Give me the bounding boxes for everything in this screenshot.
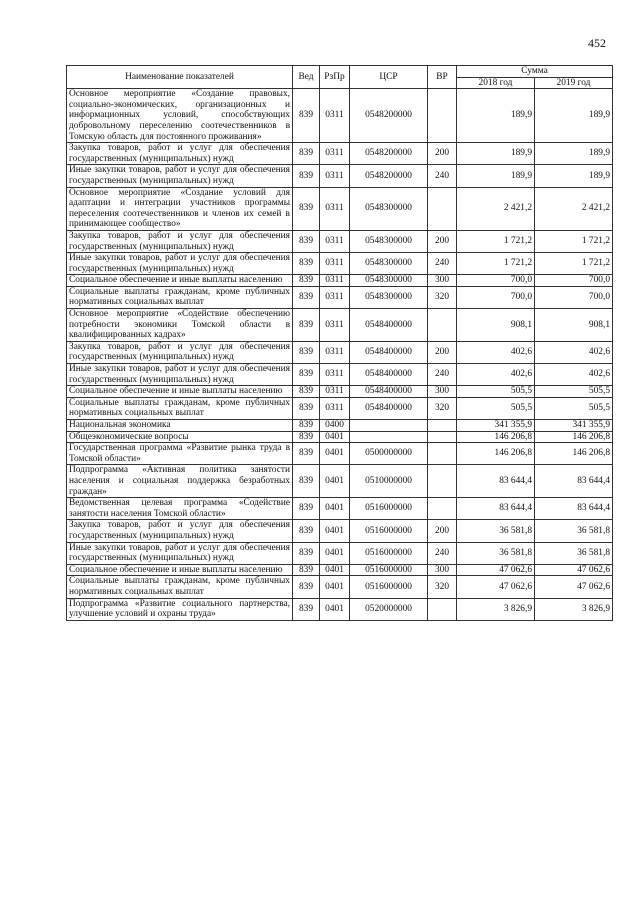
row-vr — [428, 598, 457, 620]
row-sum-2018: 36 581,8 — [457, 520, 535, 542]
table-row — [67, 309, 613, 342]
row-sum-2019: 341 355,9 — [535, 420, 613, 432]
row-csr: 0516000000 — [350, 564, 428, 576]
row-ved: 839 — [293, 431, 320, 443]
table-row — [67, 230, 613, 252]
row-name: Закупка товаров, работ и услуг для обеспечения государственных (муниципальных) нужд — [67, 341, 293, 363]
row-csr: 0548400000 — [350, 309, 428, 342]
row-rzpr: 0311 — [320, 364, 350, 386]
row-rzpr: 0401 — [320, 431, 350, 443]
table-row — [67, 165, 613, 187]
row-ved: 839 — [293, 420, 320, 432]
row-vr: 200 — [428, 520, 457, 542]
row-name: Социальные выплаты гражданам, кроме публичных нормативных социальных выплат — [67, 397, 293, 419]
row-sum-2018: 908,1 — [457, 309, 535, 342]
row-sum-2019: 700,0 — [535, 275, 613, 287]
row-ved: 839 — [293, 564, 320, 576]
row-sum-2018: 189,9 — [457, 89, 535, 143]
row-csr: 0548400000 — [350, 397, 428, 419]
row-name: Иные закупки товаров, работ и услуг для обеспечения государственных (муниципальных) нужд — [67, 165, 293, 187]
row-ved: 839 — [293, 576, 320, 598]
table-row — [67, 498, 613, 520]
row-rzpr: 0311 — [320, 275, 350, 287]
row-csr: 0510000000 — [350, 465, 428, 498]
row-name: Социальные выплаты гражданам, кроме публичных нормативных социальных выплат — [67, 576, 293, 598]
row-rzpr: 0311 — [320, 309, 350, 342]
table-row — [67, 89, 613, 143]
row-ved: 839 — [293, 465, 320, 498]
table-row — [67, 542, 613, 564]
row-vr — [428, 187, 457, 230]
row-ved: 839 — [293, 397, 320, 419]
row-ved: 839 — [293, 443, 320, 465]
row-sum-2019: 189,9 — [535, 143, 613, 165]
row-name: Основное мероприятие «Создание правовых, социально-экономических, организационных и информационных условий, способствующих добровольному переселению соотечественников в Томскую область для постоянного проживания» — [67, 89, 293, 143]
row-ved: 839 — [293, 309, 320, 342]
row-sum-2018: 1 721,2 — [457, 253, 535, 275]
row-vr: 320 — [428, 576, 457, 598]
row-name: Закупка товаров, работ и услуг для обеспечения государственных (муниципальных) нужд — [67, 143, 293, 165]
row-rzpr: 0311 — [320, 89, 350, 143]
row-vr — [428, 309, 457, 342]
row-csr: 0516000000 — [350, 576, 428, 598]
row-name: Социальное обеспечение и иные выплаты населению — [67, 386, 293, 398]
row-sum-2018: 341 355,9 — [457, 420, 535, 432]
row-sum-2018: 700,0 — [457, 275, 535, 287]
row-csr: 0516000000 — [350, 520, 428, 542]
row-ved: 839 — [293, 275, 320, 287]
table-row — [67, 397, 613, 419]
row-name: Подпрограмма «Развитие социального партнерства, улучшение условий и охраны труда» — [67, 598, 293, 620]
row-csr: 0548200000 — [350, 89, 428, 143]
page-number: 452 — [588, 36, 606, 50]
row-sum-2019: 146 206,8 — [535, 443, 613, 465]
row-sum-2018: 402,6 — [457, 364, 535, 386]
header-name: Наименование показателей — [67, 66, 293, 89]
row-csr: 0548300000 — [350, 286, 428, 308]
row-ved: 839 — [293, 364, 320, 386]
header-vr: ВР — [428, 66, 457, 89]
header-year-2018: 2018 год — [457, 77, 535, 89]
row-sum-2019: 402,6 — [535, 364, 613, 386]
row-sum-2019: 36 581,8 — [535, 520, 613, 542]
row-rzpr: 0401 — [320, 465, 350, 498]
row-csr: 0548200000 — [350, 165, 428, 187]
row-ved: 839 — [293, 542, 320, 564]
row-sum-2018: 189,9 — [457, 165, 535, 187]
row-rzpr: 0311 — [320, 187, 350, 230]
row-sum-2019: 47 062,6 — [535, 576, 613, 598]
row-vr: 300 — [428, 386, 457, 398]
header-csr: ЦСР — [350, 66, 428, 89]
table-row — [67, 143, 613, 165]
row-sum-2019: 1 721,2 — [535, 230, 613, 252]
row-name: Общеэкономические вопросы — [67, 431, 293, 443]
row-ved: 839 — [293, 253, 320, 275]
row-name: Иные закупки товаров, работ и услуг для обеспечения государственных (муниципальных) нужд — [67, 253, 293, 275]
row-vr: 300 — [428, 564, 457, 576]
row-rzpr: 0401 — [320, 498, 350, 520]
row-ved: 839 — [293, 520, 320, 542]
table-row — [67, 275, 613, 287]
row-sum-2019: 505,5 — [535, 397, 613, 419]
row-sum-2018: 146 206,8 — [457, 443, 535, 465]
row-rzpr: 0311 — [320, 165, 350, 187]
table-row — [67, 253, 613, 275]
row-ved: 839 — [293, 286, 320, 308]
row-csr: 0548400000 — [350, 364, 428, 386]
row-sum-2019: 1 721,2 — [535, 253, 613, 275]
row-sum-2018: 47 062,6 — [457, 564, 535, 576]
row-ved: 839 — [293, 165, 320, 187]
table-row — [67, 465, 613, 498]
row-rzpr: 0311 — [320, 253, 350, 275]
row-ved: 839 — [293, 598, 320, 620]
row-sum-2018: 2 421,2 — [457, 187, 535, 230]
row-name: Иные закупки товаров, работ и услуг для обеспечения государственных (муниципальных) нужд — [67, 364, 293, 386]
row-name: Ведомственная целевая программа «Содействие занятости населения Томской области» — [67, 498, 293, 520]
row-sum-2018: 146 206,8 — [457, 431, 535, 443]
row-ved: 839 — [293, 230, 320, 252]
row-vr: 320 — [428, 397, 457, 419]
row-csr: 0548400000 — [350, 386, 428, 398]
header-rzpr: РзПр — [320, 66, 350, 89]
row-vr — [428, 498, 457, 520]
row-csr: 0548300000 — [350, 275, 428, 287]
row-rzpr: 0311 — [320, 397, 350, 419]
row-vr — [428, 443, 457, 465]
row-name: Социальное обеспечение и иные выплаты населению — [67, 275, 293, 287]
row-sum-2019: 36 581,8 — [535, 542, 613, 564]
row-sum-2019: 189,9 — [535, 89, 613, 143]
row-csr: 0548200000 — [350, 143, 428, 165]
header-year-2019: 2019 год — [535, 77, 613, 89]
row-csr: 0548400000 — [350, 341, 428, 363]
row-sum-2018: 36 581,8 — [457, 542, 535, 564]
row-ved: 839 — [293, 89, 320, 143]
budget-table — [66, 65, 613, 621]
row-name: Национальная экономика — [67, 420, 293, 432]
row-name: Закупка товаров, работ и услуг для обеспечения государственных (муниципальных) нужд — [67, 520, 293, 542]
row-vr: 320 — [428, 286, 457, 308]
row-sum-2018: 83 644,4 — [457, 465, 535, 498]
row-name: Закупка товаров, работ и услуг для обеспечения государственных (муниципальных) нужд — [67, 230, 293, 252]
row-vr — [428, 89, 457, 143]
table-row — [67, 364, 613, 386]
row-rzpr: 0311 — [320, 143, 350, 165]
row-sum-2018: 47 062,6 — [457, 576, 535, 598]
row-ved: 839 — [293, 341, 320, 363]
header-ved: Вед — [293, 66, 320, 89]
row-csr: 0516000000 — [350, 498, 428, 520]
row-name: Основное мероприятие «Создание условий для адаптации и интеграции участников программы переселения соотечественников и членов их семей в принимающее сообщество» — [67, 187, 293, 230]
row-vr — [428, 465, 457, 498]
row-vr — [428, 420, 457, 432]
row-vr: 300 — [428, 275, 457, 287]
row-name: Основное мероприятие «Содействие обеспечению потребности экономики Томской области в квалифицированных кадрах» — [67, 309, 293, 342]
row-rzpr: 0311 — [320, 230, 350, 252]
table-row — [67, 187, 613, 230]
header-sum: Сумма — [457, 66, 613, 78]
row-rzpr: 0401 — [320, 576, 350, 598]
row-rzpr: 0311 — [320, 386, 350, 398]
row-rzpr: 0401 — [320, 542, 350, 564]
row-sum-2019: 146 206,8 — [535, 431, 613, 443]
table-row — [67, 386, 613, 398]
row-csr: 0520000000 — [350, 598, 428, 620]
table-row — [67, 286, 613, 308]
row-name: Подпрограмма «Активная политика занятости населения и социальная поддержка безработных граждан» — [67, 465, 293, 498]
row-ved: 839 — [293, 143, 320, 165]
row-sum-2018: 505,5 — [457, 397, 535, 419]
row-name: Государственная программа «Развитие рынка труда в Томской области» — [67, 443, 293, 465]
row-rzpr: 0401 — [320, 598, 350, 620]
table-row — [67, 576, 613, 598]
table-row — [67, 341, 613, 363]
row-vr: 200 — [428, 143, 457, 165]
row-name: Социальное обеспечение и иные выплаты населению — [67, 564, 293, 576]
row-rzpr: 0401 — [320, 520, 350, 542]
row-csr: 0548300000 — [350, 253, 428, 275]
row-sum-2018: 189,9 — [457, 143, 535, 165]
row-sum-2018: 1 721,2 — [457, 230, 535, 252]
row-csr: 0500000000 — [350, 443, 428, 465]
row-sum-2019: 2 421,2 — [535, 187, 613, 230]
row-rzpr: 0311 — [320, 286, 350, 308]
row-sum-2019: 47 062,6 — [535, 564, 613, 576]
row-name: Иные закупки товаров, работ и услуг для обеспечения государственных (муниципальных) нужд — [67, 542, 293, 564]
table-row — [67, 520, 613, 542]
row-sum-2018: 505,5 — [457, 386, 535, 398]
row-rzpr: 0311 — [320, 341, 350, 363]
row-rzpr: 0400 — [320, 420, 350, 432]
row-csr: 0548300000 — [350, 230, 428, 252]
row-rzpr: 0401 — [320, 564, 350, 576]
row-csr: 0516000000 — [350, 542, 428, 564]
row-sum-2019: 402,6 — [535, 341, 613, 363]
table-row — [67, 443, 613, 465]
row-sum-2019: 83 644,4 — [535, 465, 613, 498]
row-name: Социальные выплаты гражданам, кроме публичных нормативных социальных выплат — [67, 286, 293, 308]
row-csr — [350, 431, 428, 443]
table-row — [67, 431, 613, 443]
row-rzpr: 0401 — [320, 443, 350, 465]
row-sum-2018: 3 826,9 — [457, 598, 535, 620]
row-vr: 240 — [428, 542, 457, 564]
row-vr: 200 — [428, 341, 457, 363]
table-row — [67, 564, 613, 576]
row-sum-2019: 505,5 — [535, 386, 613, 398]
table-row — [67, 420, 613, 432]
row-sum-2019: 700,0 — [535, 286, 613, 308]
row-vr: 200 — [428, 230, 457, 252]
row-sum-2018: 83 644,4 — [457, 498, 535, 520]
row-sum-2019: 83 644,4 — [535, 498, 613, 520]
row-sum-2019: 908,1 — [535, 309, 613, 342]
row-ved: 839 — [293, 187, 320, 230]
row-ved: 839 — [293, 386, 320, 398]
row-vr — [428, 431, 457, 443]
row-csr: 0548300000 — [350, 187, 428, 230]
table-row — [67, 598, 613, 620]
row-sum-2019: 189,9 — [535, 165, 613, 187]
row-ved: 839 — [293, 498, 320, 520]
row-sum-2019: 3 826,9 — [535, 598, 613, 620]
row-vr: 240 — [428, 165, 457, 187]
row-sum-2018: 700,0 — [457, 286, 535, 308]
row-csr — [350, 420, 428, 432]
row-vr: 240 — [428, 253, 457, 275]
row-sum-2018: 402,6 — [457, 341, 535, 363]
row-vr: 240 — [428, 364, 457, 386]
